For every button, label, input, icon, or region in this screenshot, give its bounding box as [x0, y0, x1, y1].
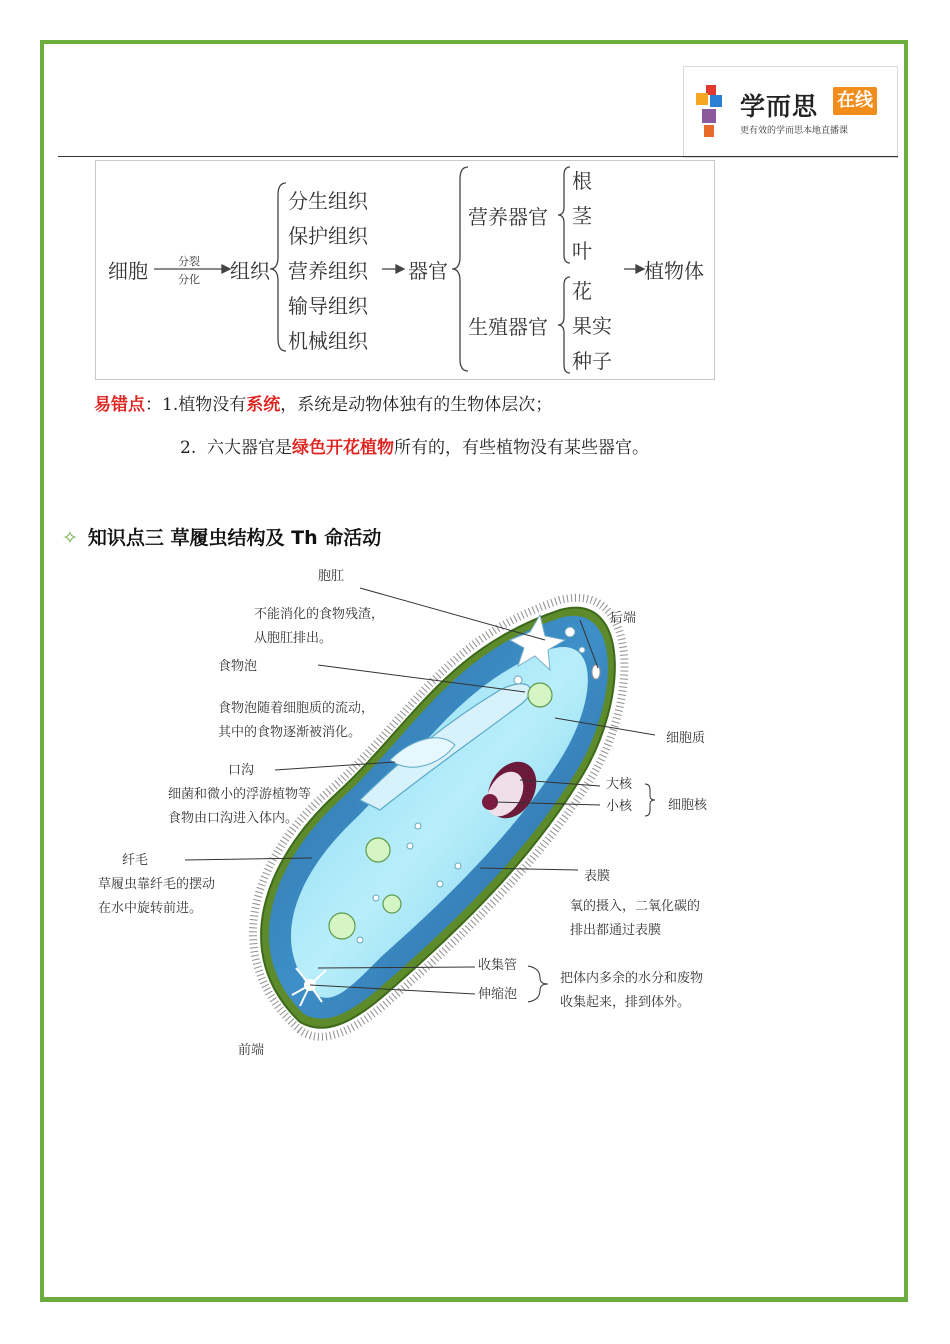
error-text: 六大器官是 — [207, 438, 293, 458]
tissue-item: 输导组织 — [288, 294, 368, 318]
cilia-desc-line: 草履虫靠纤毛的摆动 — [98, 877, 216, 892]
plant-body-label: 植物体 — [644, 259, 704, 283]
cilia-desc-line: 在水中旋转前进。 — [98, 901, 203, 916]
nutritive-organs-label: 营养器官 — [468, 205, 548, 229]
sparkle-icon: ✧ — [62, 527, 78, 549]
logo-title: 学而思 — [740, 92, 819, 121]
divide-label: 分裂 — [178, 255, 200, 268]
tissue-item: 分生组织 — [288, 189, 368, 213]
cv-desc-line: 把体内多余的水分和废物 — [560, 971, 704, 986]
organ-item: 茎 — [572, 204, 592, 228]
error-text: 所有的，有些植物没有某些器官。 — [394, 438, 650, 458]
organ-item: 花 — [572, 279, 592, 303]
cilia-label: 纤毛 — [122, 853, 149, 868]
anus-desc-line: 不能消化的食物残渣， — [254, 607, 385, 622]
tissue-label: 组织 — [230, 259, 270, 283]
error-number: 2. — [180, 438, 197, 458]
oral-desc-line: 食物由口沟进入体内。 — [168, 811, 299, 826]
front-end-label: 前端 — [238, 1043, 265, 1058]
rear-end-label: 后端 — [610, 611, 637, 626]
error-highlight: 系统 — [246, 395, 281, 415]
logo-slogan: 更有效的学而思本地直播课 — [740, 126, 849, 136]
food-vacuole-label: 食物泡 — [218, 659, 258, 674]
membrane-label: 表膜 — [584, 869, 611, 884]
tissue-item: 营养组织 — [288, 259, 368, 283]
tissue-item: 机械组织 — [288, 329, 368, 353]
organ-item: 根 — [572, 169, 592, 193]
organ-item: 种子 — [572, 349, 612, 373]
error-number: ：1. — [145, 395, 179, 415]
collecting-tube-label: 收集管 — [478, 958, 518, 973]
micronucleus-label: 小核 — [606, 799, 633, 814]
oral-groove-label: 口沟 — [228, 763, 255, 778]
section-title-text: 知识点三 草履虫结构及 Th 命活动 — [87, 527, 382, 549]
reproductive-organs-label: 生殖器官 — [468, 315, 548, 339]
organ-label: 器官 — [408, 259, 448, 283]
macronucleus-label: 大核 — [606, 777, 633, 792]
cell-label: 细胞 — [108, 259, 148, 283]
error-text: ，系统是动物体独有的生物体层次； — [280, 395, 553, 415]
oral-desc-line: 细菌和微小的浮游植物等 — [168, 787, 312, 802]
contractile-vacuole-label: 伸缩泡 — [478, 987, 518, 1002]
organ-item: 果实 — [572, 314, 612, 338]
membrane-desc-line: 氧的摄入，二氧化碳的 — [570, 899, 701, 914]
error-highlight: 绿色开花植物 — [292, 438, 395, 458]
tissue-item: 保护组织 — [288, 224, 368, 248]
anus-desc-line: 从胞肛排出。 — [254, 631, 333, 646]
nucleus-label: 细胞核 — [668, 798, 708, 813]
organ-item: 叶 — [572, 239, 592, 263]
food-desc-line: 食物泡随着细胞质的流动， — [218, 701, 375, 716]
logo-online-badge: 在线 — [833, 87, 877, 115]
cv-desc-line: 收集起来，排到体外。 — [560, 995, 691, 1010]
error-text: 植物没有 — [178, 395, 247, 415]
differentiate-label: 分化 — [178, 273, 200, 286]
cytoplasm-label: 细胞质 — [666, 731, 706, 746]
error-prefix: 易错点 — [94, 395, 145, 415]
membrane-desc-line: 排出都通过表膜 — [570, 923, 662, 938]
anus-label: 胞肛 — [318, 569, 345, 584]
food-desc-line: 其中的食物逐渐被消化。 — [218, 725, 362, 740]
